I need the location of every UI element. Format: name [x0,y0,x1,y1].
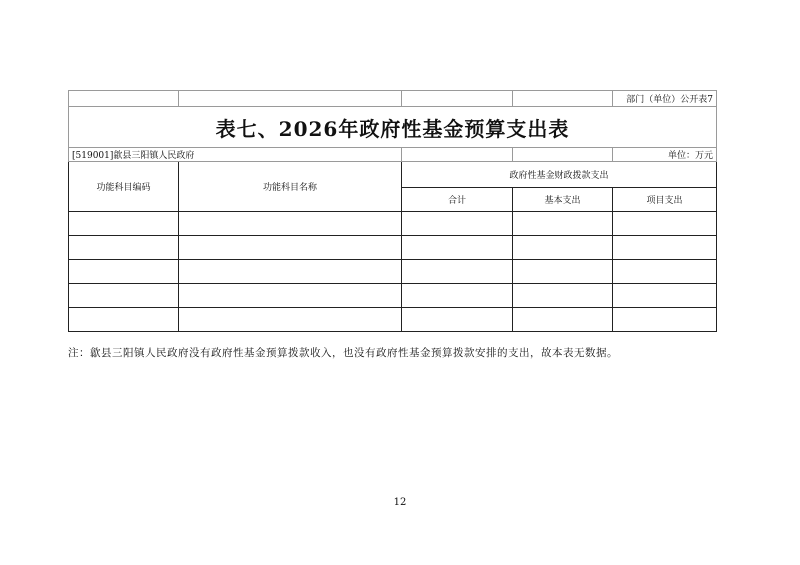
page-title: 表七、2026年政府性基金预算支出表 [69,107,717,148]
table-row [69,260,717,284]
table-row [69,284,717,308]
col-header-project: 项目支出 [613,188,717,212]
page-number: 12 [393,497,407,508]
col-header-name: 功能科目名称 [179,162,402,212]
table-row [69,236,717,260]
table-row [69,212,717,236]
sheet-top-row [69,91,717,107]
header-row-1 [69,162,717,188]
meta-row [69,148,717,162]
col-group-header: 政府性基金财政拨款支出 [402,162,717,188]
budget-table [68,90,717,332]
col-header-total: 合计 [402,188,513,212]
col-header-code: 功能科目编码 [69,162,179,212]
budget-sheet [68,90,716,332]
table-row [69,308,717,332]
footnote: 注：歙县三阳镇人民政府没有政府性基金预算拨款收入，也没有政府性基金预算拨款安排的支出，故本表无数据。 [68,347,618,359]
unit-name: [519001]歙县三阳镇人民政府 [69,148,402,162]
title-row [69,107,717,148]
unit-label: 单位：万元 [613,148,717,162]
col-header-basic: 基本支出 [513,188,613,212]
disclosure-ref: 部门（单位）公开表7 [613,91,717,107]
